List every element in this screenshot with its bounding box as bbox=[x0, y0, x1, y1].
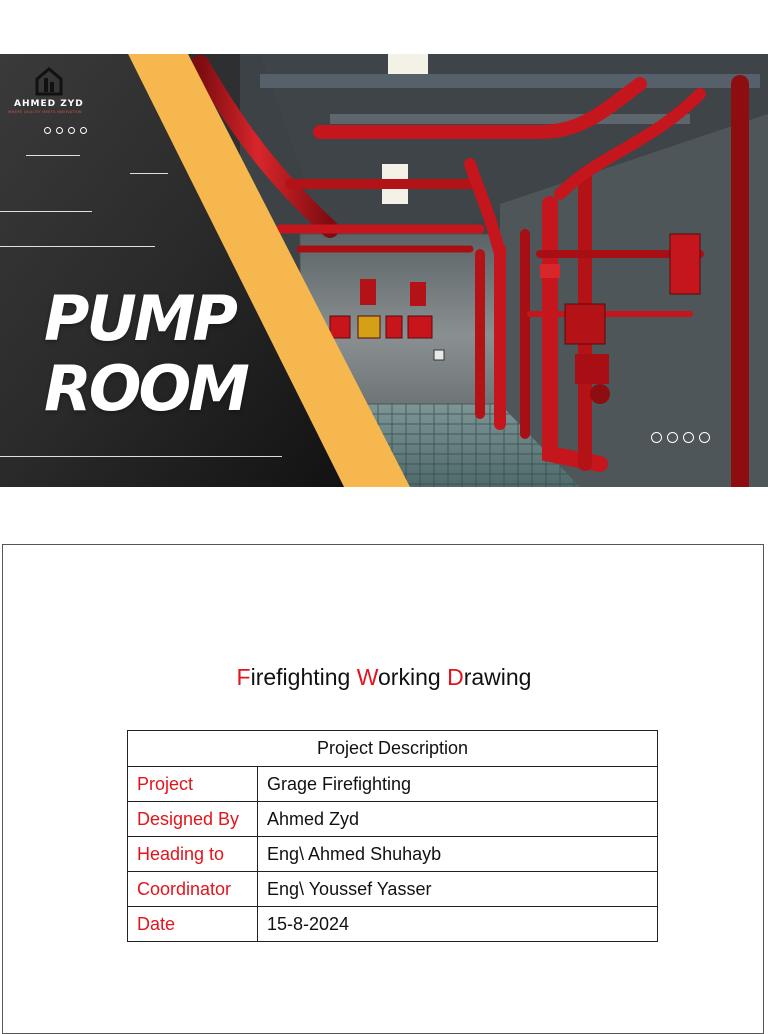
heading-initial-letter: W bbox=[356, 664, 379, 690]
row-value: Eng\ Ahmed Shuhayb bbox=[258, 837, 658, 872]
project-description-table bbox=[127, 730, 658, 942]
table-row bbox=[128, 872, 658, 907]
heading-text-segment: rawing bbox=[463, 664, 532, 690]
table-header-row bbox=[128, 731, 658, 767]
decorative-line bbox=[0, 246, 155, 247]
row-label: Coordinator bbox=[128, 872, 258, 907]
dot bbox=[699, 432, 710, 443]
decorative-dots bbox=[651, 432, 710, 443]
decorative-dots bbox=[44, 127, 87, 134]
decorative-line bbox=[0, 211, 92, 212]
row-label: Heading to bbox=[128, 837, 258, 872]
hero-title-line-2: ROOM bbox=[44, 352, 247, 425]
table-title: Project Description bbox=[128, 731, 658, 767]
logo-name: AHMED ZYD bbox=[14, 99, 84, 109]
logo-tagline: WHERE QUALITY MEETS INNOVATION bbox=[8, 110, 82, 114]
table-row bbox=[128, 767, 658, 802]
dot bbox=[667, 432, 678, 443]
heading-initial-letter: D bbox=[447, 664, 464, 690]
row-label: Project bbox=[128, 767, 258, 802]
dot bbox=[56, 127, 63, 134]
row-value: Grage Firefighting bbox=[258, 767, 658, 802]
decorative-line bbox=[26, 155, 80, 156]
dot bbox=[683, 432, 694, 443]
row-value: Eng\ Youssef Yasser bbox=[258, 872, 658, 907]
table-row bbox=[128, 907, 658, 942]
heading-text-segment: irefighting bbox=[250, 664, 357, 690]
heading-initial-letter: F bbox=[236, 664, 251, 690]
dot bbox=[80, 127, 87, 134]
document-heading bbox=[0, 664, 768, 691]
heading-text-segment: orking bbox=[378, 664, 448, 690]
house-logo-icon bbox=[34, 66, 64, 96]
dot bbox=[44, 127, 51, 134]
hero-title-line-1: PUMP bbox=[44, 282, 235, 355]
row-value: 15-8-2024 bbox=[258, 907, 658, 942]
table-row bbox=[128, 802, 658, 837]
row-value: Ahmed Zyd bbox=[258, 802, 658, 837]
decorative-line bbox=[0, 456, 282, 457]
dot bbox=[651, 432, 662, 443]
row-label: Designed By bbox=[128, 802, 258, 837]
table-row bbox=[128, 837, 658, 872]
decorative-line bbox=[130, 173, 168, 174]
dot bbox=[68, 127, 75, 134]
row-label: Date bbox=[128, 907, 258, 942]
